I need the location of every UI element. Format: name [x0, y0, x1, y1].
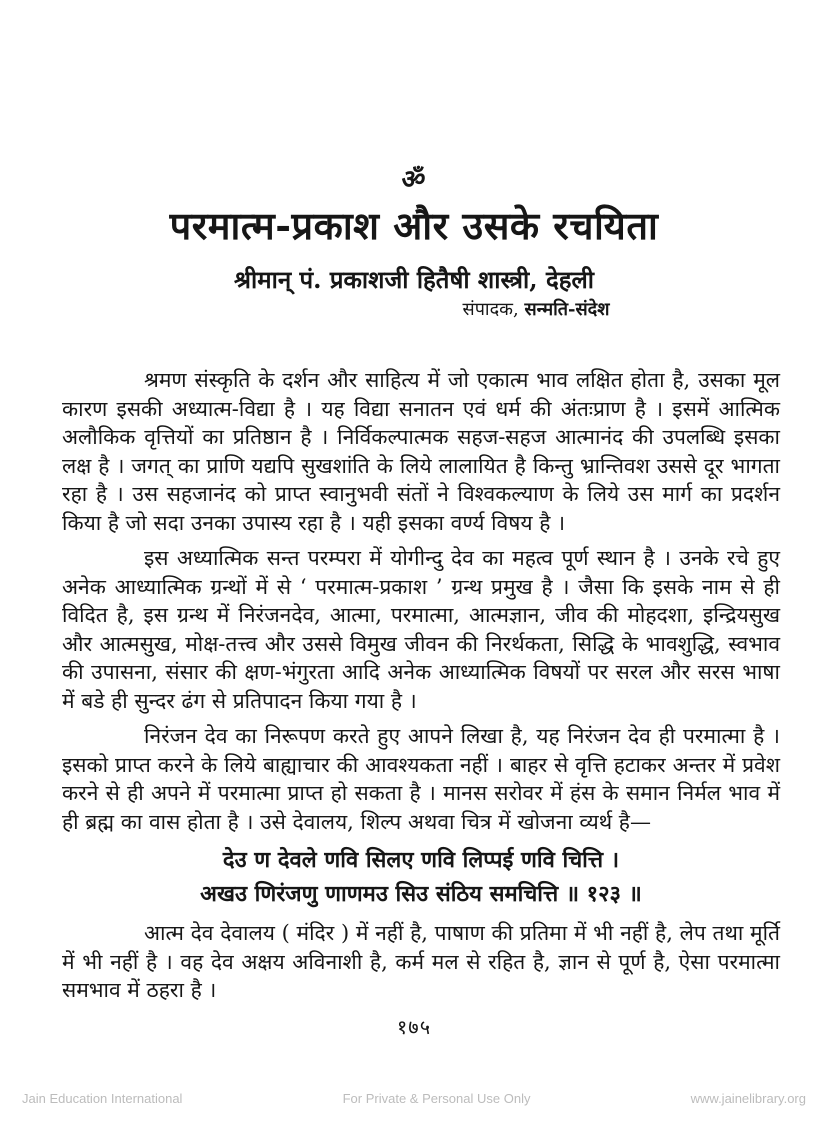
page-title: परमात्म-प्रकाश और उसके रचयिता — [169, 203, 659, 248]
author-line: श्रीमान् पं. प्रकाशजी हितैषी शास्त्री, देहली — [234, 265, 594, 294]
verse-line-1: देउ ण देवले णवि सिलए णवि लिप्पई णवि चित्ति । — [222, 847, 620, 873]
body-paragraph-4: आत्म देव देवालय ( मंदिर ) में नहीं है, पाषाण की प्रतिमा में भी नहीं है, लेप तथा मूर्ति में भी नहीं है । वह देव अक्षय अविनाशी है, कर्म मल से रहित है, ज्ञान से पूर्ण है, ऐसा परमात्मा समभाव में ठहरा है । — [62, 921, 780, 1002]
body-paragraph-1: श्रमण संस्कृति के दर्शन और साहित्य में जो एकात्म भाव लक्षित होता है, उसका मूल कारण इसकी अध्यात्म-विद्या है । यह विद्या सनातन एवं धर्म की अंतःप्राण है । इसमें आत्मिक अलौकिक वृत्तियों का प्रतिष्ठान है । निर्विकल्पात्मक सहज-सहज आत्मानंद की उपलब्धि इसका लक्ष है । जगत् का प्राणि यद्यपि सुखशांति के लिये लालायित है किन्तु भ्रान्तिवश उससे दूर भागता रहा है । उस सहजानंद को प्राप्त स्वानुभवी संतों ने विश्वकल्याण के लिये उस मार्ग का प्रदर्शन किया है जो सदा उनका उपास्य रहा है । यही इसका वर्ण्य विषय है । — [62, 368, 780, 535]
page-footer — [0, 1091, 828, 1106]
om-symbol-icon: ॐ — [400, 165, 428, 195]
body-text-block — [62, 366, 780, 1005]
page-header — [0, 165, 828, 322]
editor-line — [122, 298, 828, 322]
editor-publication: सन्मति-संदेश — [524, 299, 610, 320]
verse-block — [62, 843, 780, 911]
page-number: १७५ — [396, 1014, 432, 1039]
footer-center-notice: For Private & Personal Use Only — [342, 1091, 531, 1106]
footer-left-credit: Jain Education International — [22, 1091, 183, 1106]
body-paragraph-3: निरंजन देव का निरूपण करते हुए आपने लिखा है, यह निरंजन देव ही परमात्मा है । इसको प्राप्त करने के लिये बाह्याचार की आवश्यकता नहीं । बाहर से वृत्ति हटाकर अन्तर में प्रवेश करने से ही अपने में परमात्मा प्राप्त हो सकता है । मानस सरोवर में हंस के समान निर्मल भाव में ही ब्रह्म का वास होता है । उसे देवालय, शिल्प अथवा चित्र में खोजना व्यर्थ है— — [62, 724, 780, 834]
footer-right-website: www.jainelibrary.org — [690, 1091, 806, 1106]
verse-line-2: अखउ णिरंजणु णाणमउ सिउ संठिय समचित्ति ॥ १२३ ॥ — [200, 881, 642, 907]
editor-role: संपादक, — [462, 299, 519, 320]
body-paragraph-2: इस अध्यात्मिक सन्त परम्परा में योगीन्दु देव का महत्व पूर्ण स्थान है । उनके रचे हुए अनेक आध्यात्मिक ग्रन्थों में से ‘ परमात्म-प्रकाश ’ ग्रन्थ प्रमुख है । जैसा कि इसके नाम से ही विदित है, इस ग्रन्थ में निरंजनदेव, आत्मा, परमात्मा, आत्मज्ञान, जीव की मोहदशा, इन्द्रियसुख और आत्मसुख, मोक्ष-तत्त्व और उससे विमुख जीवन की निरर्थकता, सिद्धि के भावशुद्धि, स्वभाव की उपासना, संसार की क्षण-भंगुरता आदि अनेक आध्यात्मिक विषयों पर सरल और सरस भाषा में बडे ही सुन्दर ढंग से प्रतिपादन किया गया है । — [62, 546, 780, 713]
